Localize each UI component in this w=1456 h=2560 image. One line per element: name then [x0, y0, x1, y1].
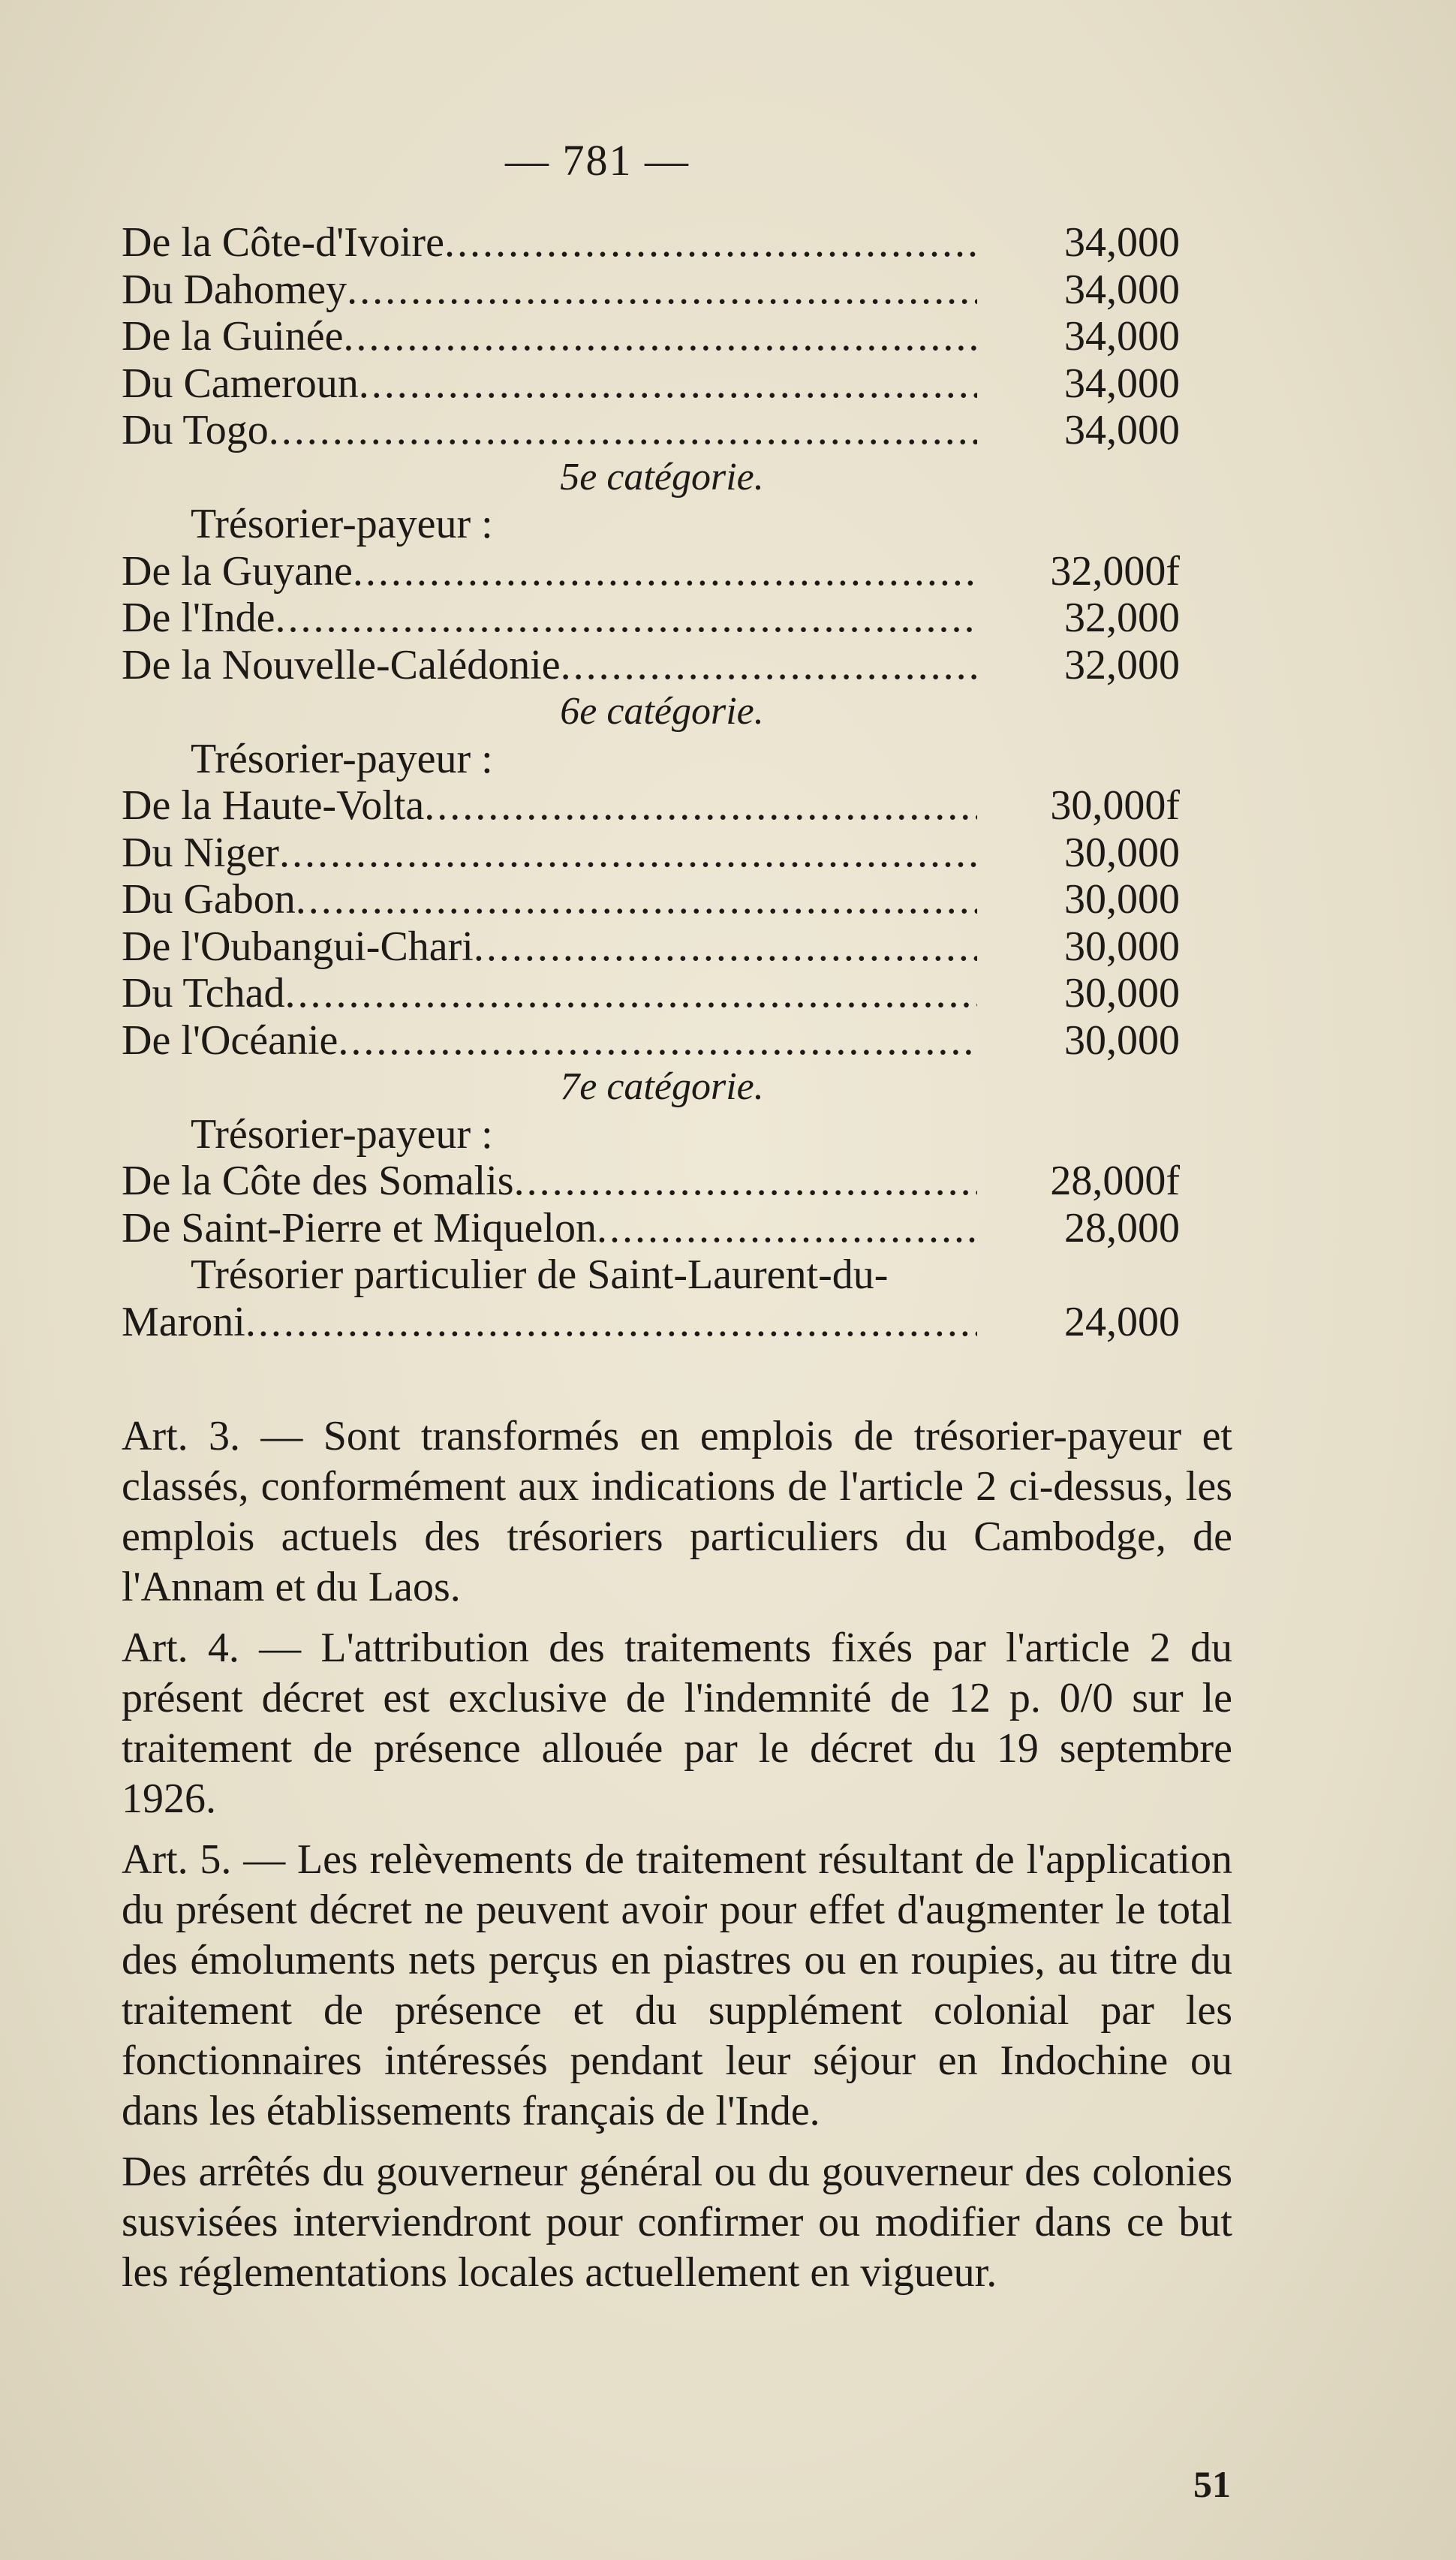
leader-dots	[245, 1299, 977, 1346]
list-item	[122, 595, 1202, 642]
article-5-continued: Des arrêtés du gouverneur général ou du gouverneur des colonies susvisées interviendront pour confirmer ou modifier dans ce but les réglementations locales actuellement en vigueur.	[122, 2149, 1232, 2296]
item-amount: 32,000f	[1050, 547, 1180, 595]
category-5-sub: Trésorier-payeur :	[191, 501, 493, 547]
leader-dots	[597, 1205, 977, 1252]
item-amount: 34,000	[1064, 219, 1180, 266]
leader-dots	[514, 1158, 977, 1205]
category-6-heading: 6e catégorie.	[560, 690, 764, 733]
list-item	[122, 970, 1202, 1017]
item-amount: 28,000	[1064, 1204, 1180, 1251]
category-subheading	[122, 736, 1202, 783]
category-7-sub: Trésorier-payeur :	[191, 1110, 493, 1158]
salary-list	[122, 219, 1202, 1345]
item-label: De l'Inde	[122, 595, 275, 641]
category-heading	[122, 1064, 1202, 1111]
list-item-multiline-start	[122, 1251, 1202, 1299]
item-label: De la Côte des Somalis	[122, 1158, 514, 1204]
item-label: De la Côte-d'Ivoire	[122, 219, 444, 266]
list-item	[122, 1158, 1202, 1205]
item-amount: 32,000	[1064, 641, 1180, 688]
article-4: Art. 4. — L'attribution des traitements fixés par l'article 2 du présent décret est exclusive de l'indemnité de 12 p. 0/0 sur le traitement de présence allouée par le décret du 19 septembre 1926.	[122, 1625, 1232, 1822]
category-heading	[122, 688, 1202, 736]
item-label: De la Haute-Volta	[122, 782, 425, 829]
category-6-sub: Trésorier-payeur :	[191, 735, 493, 782]
list-item	[122, 830, 1202, 877]
item-amount: 34,000	[1064, 407, 1180, 453]
list-item	[122, 219, 1202, 267]
leader-dots	[347, 267, 977, 314]
list-item	[122, 267, 1202, 314]
category-subheading	[122, 1111, 1202, 1158]
item-amount: 28,000f	[1050, 1158, 1180, 1204]
leader-dots	[561, 642, 977, 689]
signature-mark: 51	[1193, 2463, 1231, 2505]
item-amount: 30,000	[1064, 923, 1180, 970]
list-item	[122, 782, 1202, 830]
item-label: Du Niger	[122, 829, 279, 876]
item-amount: 32,000	[1064, 595, 1180, 641]
item-label: De la Guyane	[122, 547, 353, 595]
item-amount: 30,000	[1064, 1016, 1180, 1064]
list-item	[122, 923, 1202, 971]
item-amount: 30,000	[1064, 970, 1180, 1016]
leader-dots	[359, 360, 977, 408]
list-item	[122, 407, 1202, 454]
item-amount: 34,000	[1064, 360, 1180, 407]
list-item	[122, 1299, 1202, 1346]
item-amount: 30,000	[1064, 829, 1180, 876]
list-item	[122, 876, 1202, 923]
leader-dots	[343, 313, 977, 360]
leader-dots	[275, 595, 977, 642]
item-label: De l'Oubangui-Chari	[122, 923, 474, 970]
articles-body	[122, 1411, 1232, 2309]
list-item	[122, 360, 1202, 408]
item-amount: 30,000f	[1050, 782, 1180, 829]
list-item	[122, 1205, 1202, 1252]
leader-dots	[424, 782, 977, 830]
list-item	[122, 313, 1202, 360]
item-label: Du Cameroun	[122, 360, 359, 407]
item-label: Du Gabon	[122, 876, 296, 923]
page-number: — 781 —	[505, 136, 690, 185]
category-subheading	[122, 501, 1202, 548]
leader-dots	[444, 219, 977, 267]
leader-dots	[353, 548, 977, 595]
item-label: De l'Océanie	[122, 1016, 338, 1064]
leader-dots	[269, 407, 977, 454]
item-label: Trésorier particulier de Saint-Laurent-du-	[191, 1251, 889, 1298]
item-amount: 30,000	[1064, 876, 1180, 923]
leader-dots	[296, 876, 977, 923]
item-amount: 24,000	[1064, 1298, 1180, 1345]
leader-dots	[284, 970, 977, 1017]
category-7-heading: 7e catégorie.	[560, 1065, 764, 1108]
leader-dots	[338, 1017, 977, 1065]
leader-dots	[474, 923, 977, 971]
item-amount: 34,000	[1064, 266, 1180, 313]
item-label: Du Togo	[122, 407, 269, 453]
article-3: Art. 3. — Sont transformés en emplois de trésorier-payeur et classés, conformément aux indications de l'article 2 ci-dessus, les emplois actuels des trésoriers particuliers du Cambodge, de l'Annam et du Laos.	[122, 1413, 1232, 1610]
list-item	[122, 1017, 1202, 1065]
item-label: De la Nouvelle-Calédonie	[122, 641, 561, 688]
article-5: Art. 5. — Les relèvements de traitement résultant de l'application du présent décret ne peuvent avoir pour effet d'augmenter le total des émoluments nets perçus en piastres ou en roupies, au titre du traitement de présence et du supplément colonial par les fonctionnaires intéressés pendant leur séjour en Indochine ou dans les établissements français de l'Inde.	[122, 1836, 1232, 2134]
item-amount: 34,000	[1064, 313, 1180, 360]
item-label: Maroni	[122, 1298, 245, 1345]
item-label: De la Guinée	[122, 313, 344, 360]
list-item	[122, 548, 1202, 595]
item-label: Du Dahomey	[122, 266, 347, 313]
category-heading	[122, 454, 1202, 501]
list-item	[122, 642, 1202, 689]
leader-dots	[279, 830, 977, 877]
item-label: De Saint-Pierre et Miquelon	[122, 1204, 597, 1251]
category-5-heading: 5e catégorie.	[560, 455, 764, 498]
item-label: Du Tchad	[122, 970, 285, 1016]
